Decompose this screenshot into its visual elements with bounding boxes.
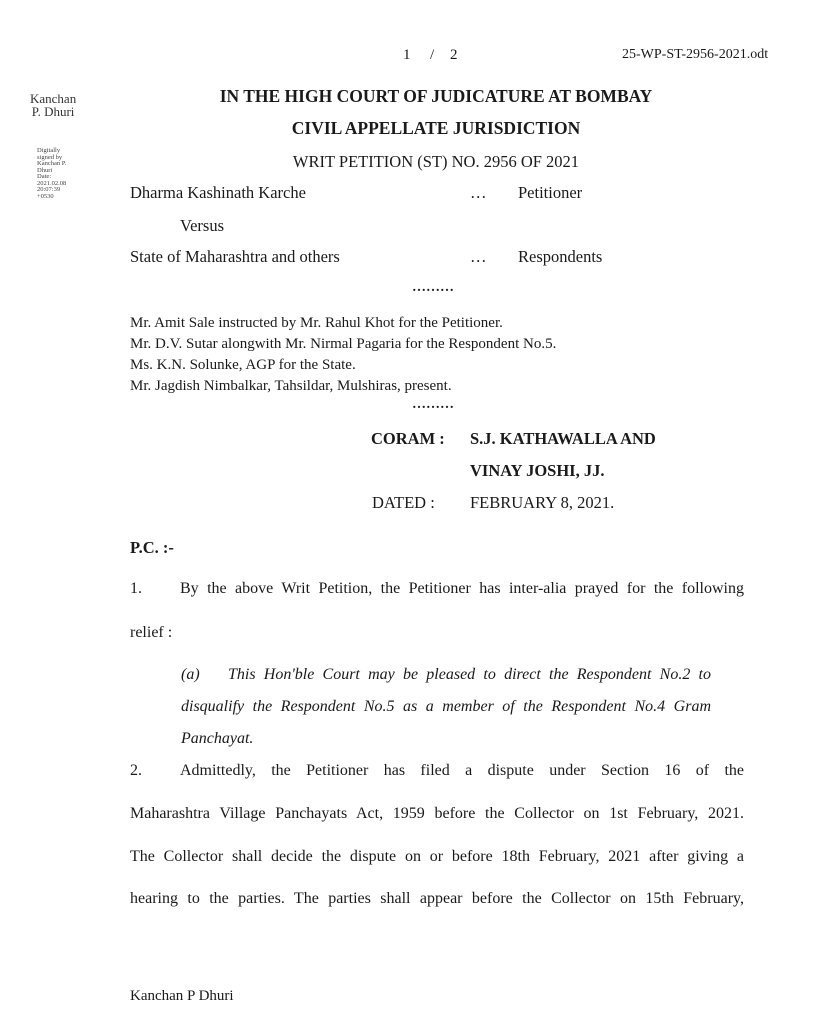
- relief-line: This Hon'ble Court may be pleased to direct the Respondent No.2 to: [228, 666, 711, 683]
- versus: Versus: [180, 216, 224, 235]
- signature-detail: Date:: [37, 173, 52, 180]
- relief-label: (a): [181, 666, 200, 683]
- appearance-line: Mr. Jagdish Nimbalkar, Tahsildar, Mulshiras, present.: [130, 378, 452, 394]
- para-number: 2.: [130, 762, 142, 779]
- para2-line: Maharashtra Village Panchayats Act, 1959 before the Collector on 1st February, 2021.: [130, 805, 744, 822]
- petitioner-role: Petitioner: [518, 183, 583, 202]
- para-number: 1.: [130, 580, 142, 597]
- appearance-line: Ms. K.N. Solunke, AGP for the State.: [130, 357, 356, 373]
- appearance-line: Mr. Amit Sale instructed by Mr. Rahul Khot for the Petitioner.: [130, 315, 503, 331]
- page-current: 1: [403, 47, 411, 63]
- para2-line: Admittedly, the Petitioner has filed a dispute under Section 16 of the: [180, 762, 744, 779]
- order-heading: P.C. :-: [130, 538, 174, 557]
- signature-details: [37, 148, 66, 200]
- respondent-role: Respondents: [518, 247, 603, 266]
- para2-line: The Collector shall decide the dispute on or before 18th February, 2021 after giving a: [130, 848, 744, 865]
- petitioner-name: Dharma Kashinath Karche: [130, 183, 306, 202]
- court-title: IN THE HIGH COURT OF JUDICATURE AT BOMBAY: [219, 86, 653, 106]
- appearance-line: Mr. D.V. Sutar alongwith Mr. Nirmal Pagaria for the Respondent No.5.: [130, 336, 557, 352]
- page-separator: /: [430, 47, 435, 63]
- signature-detail: Digitally: [37, 147, 61, 154]
- para1-line: By the above Writ Petition, the Petitioner has inter-alia prayed for the following: [180, 580, 744, 597]
- dated-label: DATED :: [372, 493, 435, 512]
- signature-detail: +0530: [37, 192, 54, 200]
- signature-detail: signed by: [37, 153, 63, 161]
- separator: ………: [412, 397, 454, 412]
- appearances: [130, 313, 556, 397]
- signature-detail: Kanchan P.: [37, 160, 67, 167]
- page-total: 2: [450, 47, 458, 63]
- para1-line: relief :: [130, 624, 173, 641]
- signature-detail: Dhuri: [37, 166, 53, 174]
- coram-label: CORAM :: [371, 429, 445, 448]
- order-date: FEBRUARY 8, 2021.: [470, 493, 615, 512]
- respondent-name: State of Maharashtra and others: [130, 247, 340, 266]
- coram-judge-1: S.J. KATHAWALLA AND: [470, 429, 656, 448]
- relief-line: Panchayat.: [181, 730, 254, 747]
- signature-name-line1: Kanchan: [30, 91, 77, 106]
- signature-detail: 20:07:39: [37, 186, 61, 193]
- signature-detail: 2021.02.08: [37, 179, 67, 187]
- para2-line: hearing to the parties. The parties shall appear before the Collector on 15th February,: [130, 890, 744, 907]
- footer-signature: Kanchan P Dhuri: [130, 988, 234, 1004]
- petition-number: WRIT PETITION (ST) NO. 2956 OF 2021: [292, 152, 580, 171]
- relief-line: disqualify the Respondent No.5 as a member of the Respondent No.4 Gram: [181, 698, 711, 715]
- jurisdiction: CIVIL APPELLATE JURISDICTION: [291, 118, 581, 138]
- dots: …: [470, 183, 487, 202]
- signature-name-line2: P. Dhuri: [31, 104, 75, 119]
- dots: …: [470, 247, 487, 266]
- separator: ………: [412, 280, 454, 295]
- file-name: 25-WP-ST-2956-2021.odt: [622, 47, 769, 62]
- signature-name: [30, 92, 76, 118]
- coram-judge-2: VINAY JOSHI, JJ.: [470, 461, 605, 480]
